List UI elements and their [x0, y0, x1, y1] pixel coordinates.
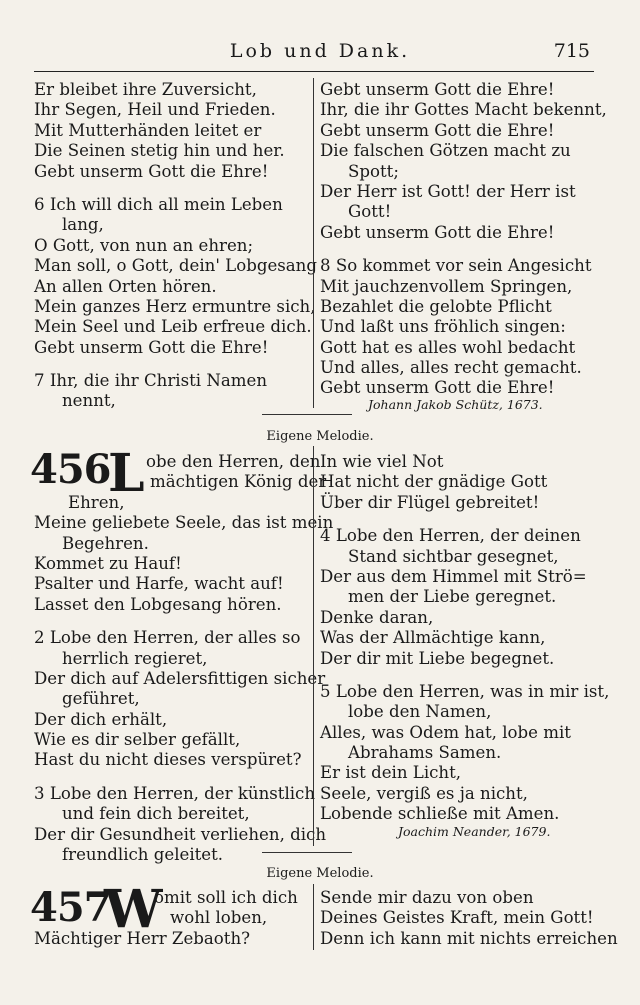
- hymn457-right-column: [320, 888, 618, 949]
- verse-line: nennt,: [62, 391, 116, 411]
- verse-line: Er ist dein Licht,: [320, 763, 462, 783]
- verse-line: Und laßt uns fröhlich singen:: [320, 317, 566, 337]
- verse-line: Der aus dem Himmel mit Strö=: [320, 566, 587, 586]
- top-left-column: [34, 80, 317, 412]
- verse-line: Meine geliebete Seele, das ist mein: [34, 513, 334, 533]
- verse-line: Gebt unserm Gott die Ehre!: [320, 120, 555, 140]
- verse-line: Und alles, alles recht gemacht.: [320, 358, 582, 378]
- verse-line: Die falschen Götzen macht zu: [320, 141, 571, 161]
- verse-line: Der Herr ist Gott! der Herr ist: [320, 181, 576, 201]
- verse-line: Bezahlet die gelobte Pflicht: [320, 296, 552, 316]
- verse-line: Gebt unserm Gott die Ehre!: [320, 80, 555, 99]
- verse-line: Gott!: [348, 202, 392, 222]
- verse-line: Abrahams Samen.: [348, 743, 502, 763]
- hymn456-left-column: [34, 452, 333, 865]
- verse-line: Gott hat es alles wohl bedacht: [320, 337, 576, 357]
- top-right-column: [320, 80, 607, 399]
- verse-line: Ihr, die ihr Gottes Macht bekennt,: [320, 100, 607, 120]
- verse-line: herrlich regieret,: [62, 648, 208, 668]
- verse-line: Mächtiger Herr Zebaoth?: [34, 928, 251, 948]
- verse-line: Sende mir dazu von oben: [320, 888, 534, 907]
- verse-line: Hat nicht der gnädige Gott: [320, 472, 548, 492]
- verse-line: Die Seinen stetig hin und her.: [34, 141, 285, 161]
- verse-line: An allen Orten hören.: [34, 276, 217, 296]
- verse-line: lang,: [62, 215, 104, 235]
- melody-note: Eigene Melodie.: [266, 429, 374, 444]
- section-divider: [262, 414, 352, 415]
- verse-line: Gebt unserm Gott die Ehre!: [34, 337, 269, 357]
- hymn-number: 456: [30, 446, 111, 493]
- verse-line: men der Liebe geregnet.: [348, 587, 557, 607]
- verse-line: Mein ganzes Herz ermuntre sich,: [34, 296, 316, 316]
- hymn456-right-column: [320, 452, 609, 825]
- verse-line: Spott;: [348, 161, 399, 181]
- verse-line: Er bleibet ihre Zuversicht,: [34, 80, 257, 99]
- verse-line: 5 Lobe den Herren, was in mir ist,: [320, 681, 610, 701]
- verse-line: Hast du nicht dieses verspüret?: [34, 750, 302, 770]
- verse-line: Was der Allmächtige kann,: [320, 628, 546, 648]
- verse-line: Kommet zu Hauf!: [34, 553, 182, 573]
- verse-line: Gebt unserm Gott die Ehre!: [320, 378, 555, 398]
- melody-note: Eigene Melodie.: [266, 866, 374, 881]
- verse-line: Lasset den Lobgesang hören.: [34, 594, 282, 614]
- verse-line: Der dir mit Liebe begegnet.: [320, 648, 555, 668]
- verse-line: freundlich geleitet.: [62, 845, 224, 865]
- verse-line: 8 So kommet vor sein Angesicht: [320, 256, 592, 276]
- verse-line: In wie viel Not: [320, 452, 444, 471]
- verse-line: 7 Ihr, die ihr Christi Namen: [34, 371, 268, 391]
- header-rule: [34, 71, 594, 72]
- verse-line: Ihr Segen, Heil und Frieden.: [34, 100, 276, 120]
- verse-line: wohl loben,: [170, 908, 268, 928]
- verse-line: mächtigen König der: [150, 472, 327, 492]
- verse-line: lobe den Namen,: [348, 702, 492, 722]
- running-header: Lob und Dank.: [229, 40, 411, 62]
- verse-line: Mit jauchzenvollem Springen,: [320, 276, 573, 296]
- verse-line: Lobende schließe mit Amen.: [320, 804, 560, 824]
- verse-line: Seele, vergiß es ja nicht,: [320, 783, 528, 803]
- verse-line: Mit Mutterhänden leitet er: [34, 120, 262, 140]
- verse-line: obe den Herren, den: [146, 452, 321, 471]
- verse-line: Deines Geistes Kraft, mein Gott!: [320, 908, 594, 928]
- verse-line: Man soll, o Gott, dein' Lobgesang: [34, 256, 317, 276]
- verse-line: 2 Lobe den Herren, der alles so: [34, 628, 301, 648]
- verse-line: 4 Lobe den Herren, der deinen: [320, 526, 581, 546]
- hymn457-left-column: [34, 888, 298, 949]
- verse-line: Wie es dir selber gefällt,: [34, 730, 241, 750]
- author-attribution: Joachim Neander, 1679.: [398, 824, 551, 839]
- verse-line: 3 Lobe den Herren, der künstlich: [34, 783, 316, 803]
- column-divider: [313, 884, 314, 950]
- verse-line: Stand sichtbar gesegnet,: [348, 546, 559, 566]
- verse-line: Gebt unserm Gott die Ehre!: [34, 161, 269, 181]
- hymn-number: 457: [30, 884, 111, 931]
- drop-cap: W: [104, 879, 163, 940]
- verse-line: Psalter und Harfe, wacht auf!: [34, 574, 284, 594]
- verse-line: omit soll ich dich: [154, 888, 298, 907]
- verse-line: Mein Seel und Leib erfreue dich.: [34, 317, 312, 337]
- verse-line: Über dir Flügel gebreitet!: [320, 492, 540, 512]
- verse-line: Der dich erhält,: [34, 709, 168, 729]
- verse-line: Gebt unserm Gott die Ehre!: [320, 222, 555, 242]
- verse-line: Der dich auf Adelersfittigen sicher: [34, 668, 326, 688]
- verse-line: Ehren,: [68, 492, 125, 512]
- page-number: 715: [553, 40, 590, 62]
- verse-line: O Gott, von nun an ehren;: [34, 235, 254, 255]
- verse-line: geführet,: [62, 689, 140, 709]
- author-attribution: Johann Jakob Schütz, 1673.: [368, 397, 543, 412]
- verse-line: und fein dich bereitet,: [62, 804, 250, 824]
- verse-line: Denn ich kann mit nichts erreichen: [320, 928, 618, 948]
- verse-line: Alles, was Odem hat, lobe mit: [320, 722, 571, 742]
- verse-line: 6 Ich will dich all mein Leben: [34, 194, 283, 214]
- section-divider: [262, 852, 352, 853]
- verse-line: Begehren.: [62, 533, 149, 553]
- verse-line: Denke daran,: [320, 607, 434, 627]
- column-divider: [313, 78, 314, 408]
- column-divider: [313, 446, 314, 846]
- verse-line: Der dir Gesundheit verliehen, dich: [34, 824, 327, 844]
- drop-cap: L: [108, 443, 145, 504]
